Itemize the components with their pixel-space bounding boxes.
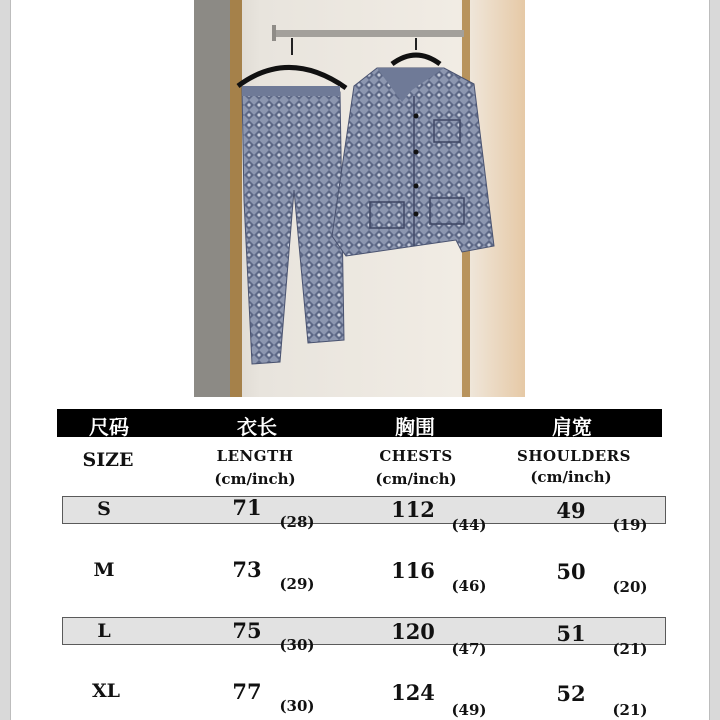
right-frame-bar [709,0,720,720]
row-l-length-inch: (30) [279,636,315,654]
row-s-length-inch: (28) [279,513,315,531]
header-size-cn: 尺码 [89,415,129,439]
subheader-length: LENGTH [216,447,294,465]
row-xl-chest-inch: (49) [451,701,487,719]
row-m-shoulder: 50 [556,559,586,584]
row-l-chest-inch: (47) [451,640,487,658]
row-l-length: 75 [232,618,262,643]
row-xl-chest: 124 [391,680,435,705]
row-m-length-inch: (29) [279,575,315,593]
left-frame-bar [0,0,11,720]
header-length-cn: 衣长 [237,415,277,439]
row-xl-length: 77 [232,679,262,704]
unit-chests: (cm/inch) [375,470,457,488]
row-m-size: M [93,559,115,581]
subheader-size: SIZE [82,449,134,471]
row-s-shoulder-inch: (19) [612,516,648,534]
row-m-length: 73 [232,557,262,582]
unit-shoulders: (cm/inch) [530,468,612,486]
pajama-set-photo [194,0,525,397]
row-m-chest: 116 [391,558,435,583]
row-l-shoulder-inch: (21) [612,640,648,658]
header-chest-cn: 胸围 [395,415,435,439]
row-xl-shoulder-inch: (21) [612,701,648,719]
row-l-size: L [97,620,111,642]
row-l-shoulder: 51 [556,621,586,646]
row-s-length: 71 [232,495,262,520]
row-s-shoulder: 49 [556,498,586,523]
row-xl-length-inch: (30) [279,697,315,715]
row-s-chest-inch: (44) [451,516,487,534]
row-m-shoulder-inch: (20) [612,578,648,596]
row-xl-shoulder: 52 [556,681,586,706]
product-photo [194,0,525,397]
row-xl-size: XL [91,680,121,702]
unit-length: (cm/inch) [214,470,296,488]
subheader-chests: CHESTS [379,447,453,465]
row-l-chest: 120 [391,619,435,644]
row-s-size: S [97,498,111,520]
header-shoulder-cn: 肩宽 [552,415,592,439]
subheader-shoulders: SHOULDERS [517,447,631,465]
row-m-chest-inch: (46) [451,577,487,595]
header-bar [57,409,662,437]
row-s-chest: 112 [391,497,435,522]
